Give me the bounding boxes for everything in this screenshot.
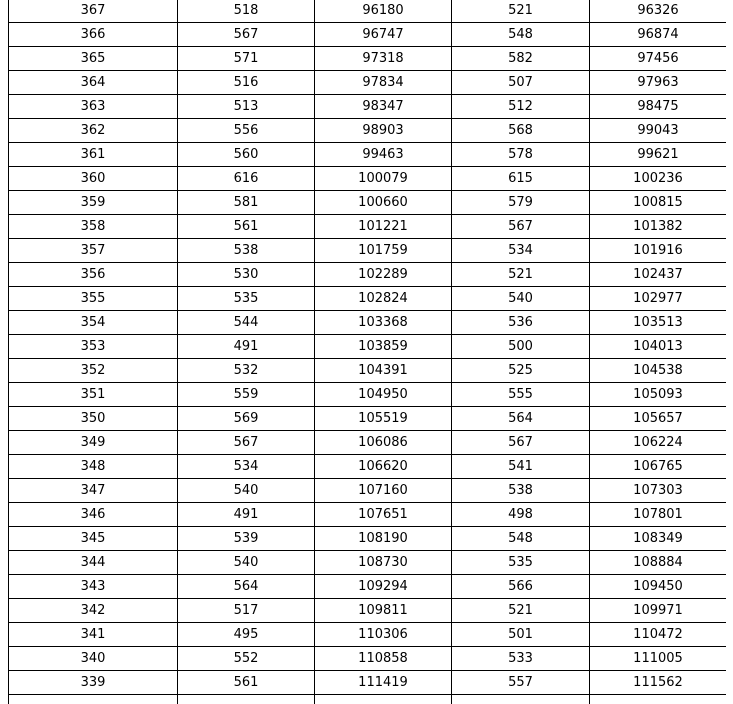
table-row bbox=[9, 311, 727, 335]
table-cell: 567 bbox=[452, 215, 590, 239]
table-cell: 108190 bbox=[315, 527, 452, 551]
table-cell: 99043 bbox=[590, 119, 727, 143]
table-cell: 571 bbox=[178, 47, 315, 71]
table-cell: 507 bbox=[452, 71, 590, 95]
table-cell: 521 bbox=[452, 599, 590, 623]
table-cell: 539 bbox=[178, 527, 315, 551]
table-row bbox=[9, 359, 727, 383]
table-cell: 548 bbox=[452, 23, 590, 47]
table-cell: 534 bbox=[452, 239, 590, 263]
table-cell: 561 bbox=[178, 215, 315, 239]
table-cell: 366 bbox=[9, 23, 178, 47]
table-cell: 100236 bbox=[590, 167, 727, 191]
table-cell: 110472 bbox=[590, 623, 727, 647]
table-cell: 541 bbox=[452, 455, 590, 479]
table-cell: 110858 bbox=[315, 647, 452, 671]
table-cell: 342 bbox=[9, 599, 178, 623]
table-cell: 512 bbox=[452, 95, 590, 119]
table-cell: 616 bbox=[178, 167, 315, 191]
table-cell: 538 bbox=[452, 479, 590, 503]
table-cell: 364 bbox=[9, 71, 178, 95]
table-cell: 513 bbox=[178, 95, 315, 119]
table-cell: 360 bbox=[9, 167, 178, 191]
table-cell: 495 bbox=[178, 623, 315, 647]
table-cell: 104391 bbox=[315, 359, 452, 383]
table-cell: 111419 bbox=[315, 671, 452, 695]
score-table-sheet bbox=[8, 0, 726, 704]
table-cell: 97318 bbox=[315, 47, 452, 71]
table-cell bbox=[178, 695, 315, 704]
table-row bbox=[9, 623, 727, 647]
table-cell: 100815 bbox=[590, 191, 727, 215]
table-cell: 103513 bbox=[590, 311, 727, 335]
table-cell: 538 bbox=[178, 239, 315, 263]
table-cell: 352 bbox=[9, 359, 178, 383]
table-cell: 96326 bbox=[590, 0, 727, 23]
table-cell: 99621 bbox=[590, 143, 727, 167]
table-cell: 365 bbox=[9, 47, 178, 71]
table-cell: 346 bbox=[9, 503, 178, 527]
table-cell: 347 bbox=[9, 479, 178, 503]
table-cell: 97456 bbox=[590, 47, 727, 71]
table-cell: 579 bbox=[452, 191, 590, 215]
table-cell: 104013 bbox=[590, 335, 727, 359]
table-cell: 555 bbox=[452, 383, 590, 407]
table-cell: 356 bbox=[9, 263, 178, 287]
table-row bbox=[9, 71, 727, 95]
table-cell: 109811 bbox=[315, 599, 452, 623]
table-cell: 104950 bbox=[315, 383, 452, 407]
table-cell bbox=[9, 695, 178, 704]
table-cell: 363 bbox=[9, 95, 178, 119]
table-cell: 525 bbox=[452, 359, 590, 383]
table-row bbox=[9, 671, 727, 695]
table-row bbox=[9, 239, 727, 263]
table-cell: 567 bbox=[452, 431, 590, 455]
table-cell: 569 bbox=[178, 407, 315, 431]
table-row bbox=[9, 383, 727, 407]
table-cell: 96180 bbox=[315, 0, 452, 23]
table-cell: 96747 bbox=[315, 23, 452, 47]
table-cell: 561 bbox=[178, 671, 315, 695]
table-cell: 105519 bbox=[315, 407, 452, 431]
table-cell bbox=[315, 695, 452, 704]
table-cell: 359 bbox=[9, 191, 178, 215]
table-row bbox=[9, 287, 727, 311]
table-cell: 521 bbox=[452, 0, 590, 23]
table-cell: 544 bbox=[178, 311, 315, 335]
table-cell: 108349 bbox=[590, 527, 727, 551]
table-cell: 96874 bbox=[590, 23, 727, 47]
table-cell: 540 bbox=[178, 551, 315, 575]
table-cell: 107651 bbox=[315, 503, 452, 527]
table-cell: 532 bbox=[178, 359, 315, 383]
table-cell: 557 bbox=[452, 671, 590, 695]
table-cell: 535 bbox=[178, 287, 315, 311]
table-cell: 491 bbox=[178, 503, 315, 527]
table-row bbox=[9, 167, 727, 191]
table-cell: 110306 bbox=[315, 623, 452, 647]
table-cell: 351 bbox=[9, 383, 178, 407]
table-cell: 348 bbox=[9, 455, 178, 479]
table-cell: 108730 bbox=[315, 551, 452, 575]
table-cell: 355 bbox=[9, 287, 178, 311]
table-row bbox=[9, 0, 727, 23]
table-cell: 578 bbox=[452, 143, 590, 167]
table-row bbox=[9, 119, 727, 143]
table-cell: 518 bbox=[178, 0, 315, 23]
table-cell: 106086 bbox=[315, 431, 452, 455]
table-cell bbox=[452, 695, 590, 704]
table-row bbox=[9, 335, 727, 359]
table-cell: 521 bbox=[452, 263, 590, 287]
table-cell: 559 bbox=[178, 383, 315, 407]
table-cell: 100079 bbox=[315, 167, 452, 191]
table-row bbox=[9, 215, 727, 239]
table-cell: 548 bbox=[452, 527, 590, 551]
table-cell: 102977 bbox=[590, 287, 727, 311]
table-cell: 498 bbox=[452, 503, 590, 527]
table-cell: 340 bbox=[9, 647, 178, 671]
table-cell: 101221 bbox=[315, 215, 452, 239]
table-cell: 535 bbox=[452, 551, 590, 575]
table-row bbox=[9, 503, 727, 527]
table-cell: 109450 bbox=[590, 575, 727, 599]
table-cell: 101916 bbox=[590, 239, 727, 263]
table-cell: 362 bbox=[9, 119, 178, 143]
table-cell: 540 bbox=[178, 479, 315, 503]
table-row bbox=[9, 23, 727, 47]
table-cell: 343 bbox=[9, 575, 178, 599]
score-table bbox=[8, 0, 726, 704]
table-cell: 354 bbox=[9, 311, 178, 335]
table-row bbox=[9, 551, 727, 575]
table-cell: 111562 bbox=[590, 671, 727, 695]
table-cell: 109294 bbox=[315, 575, 452, 599]
table-cell: 581 bbox=[178, 191, 315, 215]
table-cell: 339 bbox=[9, 671, 178, 695]
table-cell: 105093 bbox=[590, 383, 727, 407]
table-cell: 350 bbox=[9, 407, 178, 431]
table-row bbox=[9, 527, 727, 551]
table-cell: 367 bbox=[9, 0, 178, 23]
table-cell: 344 bbox=[9, 551, 178, 575]
table-cell: 101759 bbox=[315, 239, 452, 263]
table-cell: 107801 bbox=[590, 503, 727, 527]
table-cell: 349 bbox=[9, 431, 178, 455]
table-cell: 102824 bbox=[315, 287, 452, 311]
table-row bbox=[9, 479, 727, 503]
table-cell: 105657 bbox=[590, 407, 727, 431]
table-cell: 567 bbox=[178, 23, 315, 47]
table-cell: 536 bbox=[452, 311, 590, 335]
table-cell: 111005 bbox=[590, 647, 727, 671]
table-cell: 109971 bbox=[590, 599, 727, 623]
table-row bbox=[9, 647, 727, 671]
table-cell: 107303 bbox=[590, 479, 727, 503]
table-cell: 358 bbox=[9, 215, 178, 239]
table-cell: 582 bbox=[452, 47, 590, 71]
table-cell: 101382 bbox=[590, 215, 727, 239]
table-cell: 98903 bbox=[315, 119, 452, 143]
table-cell: 491 bbox=[178, 335, 315, 359]
table-row bbox=[9, 47, 727, 71]
table-row bbox=[9, 263, 727, 287]
table-cell: 106765 bbox=[590, 455, 727, 479]
table-cell: 106620 bbox=[315, 455, 452, 479]
table-cell: 567 bbox=[178, 431, 315, 455]
table-cell: 103859 bbox=[315, 335, 452, 359]
table-row bbox=[9, 599, 727, 623]
table-row bbox=[9, 575, 727, 599]
table-cell: 615 bbox=[452, 167, 590, 191]
table-row bbox=[9, 695, 727, 704]
table-cell: 106224 bbox=[590, 431, 727, 455]
table-cell: 534 bbox=[178, 455, 315, 479]
table-cell: 552 bbox=[178, 647, 315, 671]
table-cell: 530 bbox=[178, 263, 315, 287]
table-cell: 107160 bbox=[315, 479, 452, 503]
table-cell: 500 bbox=[452, 335, 590, 359]
table-row bbox=[9, 143, 727, 167]
table-cell: 564 bbox=[178, 575, 315, 599]
table-cell: 560 bbox=[178, 143, 315, 167]
table-cell: 97963 bbox=[590, 71, 727, 95]
table-cell: 540 bbox=[452, 287, 590, 311]
table-cell: 100660 bbox=[315, 191, 452, 215]
table-cell: 566 bbox=[452, 575, 590, 599]
table-cell: 98475 bbox=[590, 95, 727, 119]
table-cell: 102437 bbox=[590, 263, 727, 287]
table-cell: 533 bbox=[452, 647, 590, 671]
table-cell: 102289 bbox=[315, 263, 452, 287]
table-cell: 97834 bbox=[315, 71, 452, 95]
table-cell: 104538 bbox=[590, 359, 727, 383]
table-cell: 516 bbox=[178, 71, 315, 95]
table-cell: 501 bbox=[452, 623, 590, 647]
table-cell bbox=[590, 695, 727, 704]
table-cell: 99463 bbox=[315, 143, 452, 167]
table-row bbox=[9, 407, 727, 431]
table-body bbox=[9, 0, 727, 704]
table-cell: 98347 bbox=[315, 95, 452, 119]
table-cell: 345 bbox=[9, 527, 178, 551]
table-row bbox=[9, 95, 727, 119]
table-row bbox=[9, 455, 727, 479]
table-cell: 556 bbox=[178, 119, 315, 143]
table-cell: 357 bbox=[9, 239, 178, 263]
table-cell: 103368 bbox=[315, 311, 452, 335]
table-cell: 353 bbox=[9, 335, 178, 359]
table-cell: 517 bbox=[178, 599, 315, 623]
table-row bbox=[9, 191, 727, 215]
table-cell: 568 bbox=[452, 119, 590, 143]
table-cell: 341 bbox=[9, 623, 178, 647]
table-cell: 361 bbox=[9, 143, 178, 167]
table-cell: 564 bbox=[452, 407, 590, 431]
table-cell: 108884 bbox=[590, 551, 727, 575]
table-row bbox=[9, 431, 727, 455]
